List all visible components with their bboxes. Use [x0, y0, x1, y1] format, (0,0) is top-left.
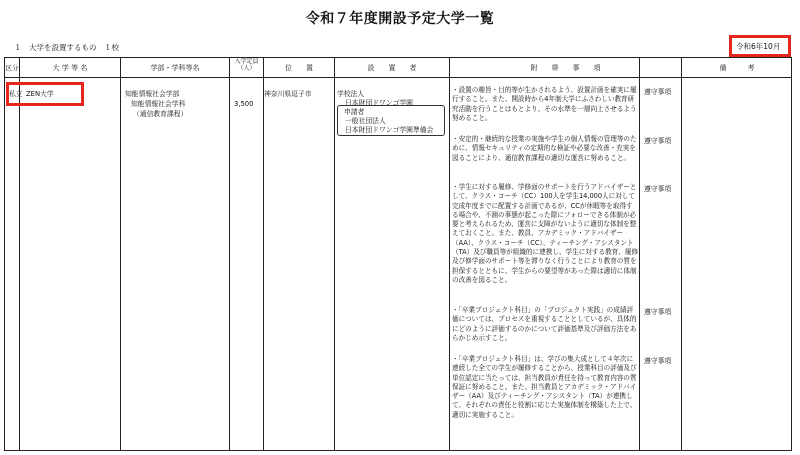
row-faculty: 知能情報社会学部: [125, 90, 180, 98]
col-divider: [334, 58, 335, 450]
col-divider: [681, 58, 682, 450]
condition-item: ・「卒業プロジェクト科目」は、学びの集大成として４年次に連続した全ての学生が履修することから、授業科目の評価及び単位認定に当たっては、担当教員が責任を持って教育内容の質保証に努めること。また、担当教員とアカデミック・アドバイザー（AA）及びティーチング・アシスタント（TA）が連携して、それぞれの責任と役割に応じた実施体制を構築した上で、適切に実施すること。: [452, 355, 637, 419]
row-department: 知能情報社会学科: [131, 100, 186, 108]
col-divider: [449, 58, 450, 450]
condition-status: 遵守事項: [644, 357, 672, 365]
row-location: 神奈川県逗子市: [264, 90, 312, 98]
col-divider: [19, 58, 20, 450]
condition-item: ・設置の趣旨・目的等が生かされるよう、設置計画を確実に履行すること。また、開設時から4年制大学にふさわしい教育研究活動を行うことはもとより、その水準を一層向上させるよう努めること。: [452, 86, 637, 122]
header-location: 位 置: [285, 64, 313, 72]
col-divider: [120, 58, 121, 450]
row-university: ZEN大学: [26, 90, 54, 98]
header-faculty: 学部・学科等名: [150, 64, 200, 72]
condition-status: 遵守事項: [644, 308, 672, 316]
row-applicant-name: 日本財団ドワンゴ学園準備会: [345, 126, 434, 134]
document-date: 令和6年10月: [736, 42, 781, 51]
section-label: １ 大学を設置するもの １校: [14, 43, 119, 52]
col-divider: [263, 58, 264, 450]
condition-item: ・「卒業プロジェクト科目」の「プロジェクト実践」の成績評価については、プロセスを重視することとしているが、具体的にどのように評価するのかについて評価基準及び評価方法をあらかじめ示すこと。: [452, 306, 637, 342]
condition-status: 遵守事項: [644, 88, 672, 96]
row-category: 私立: [9, 90, 23, 98]
header-conditions: 附 帯 事 項: [530, 64, 601, 72]
header-university: 大 学 等 名: [52, 64, 88, 72]
condition-item: ・安定的・継続的な授業の実施や学生の個人情報の管理等のために、情報セキュリティの定期的な検証や必要な改善・充実を図ることにより、通信教育課程の適切な運営に努めること。: [452, 135, 637, 162]
row-establisher-name: 日本財団ドワンゴ学園: [345, 99, 413, 107]
header-remarks: 備 考: [719, 64, 755, 72]
header-category: 区分: [5, 64, 19, 72]
col-divider: [639, 58, 640, 450]
condition-status: 遵守事項: [644, 185, 672, 193]
row-course: （通信教育課程）: [133, 110, 188, 118]
header-capacity: 入学定員（人）: [234, 58, 259, 72]
condition-item: ・学生に対する履修、学修面のサポートを行うアドバイザーとして、クラス・コーチ（CC）100人を学生14,000人に対して完成年度までに配置する計画であるが、CCが休暇等を取得する場合や、不測の事態が起こった際にフォローできる体制が必要と考えられるため、運営に支障がないように適切な体制を整えておくこと。また、教員、アカデミック・アドバイザー（AA）、クラス・コーチ（CC）、ティーチング・アシスタント（TA）及び職員等が組織的に連携し、学生に対する教育、履修及び修学面のサポート等を滞りなく行うことにより教育の質を担保するとともに、学生からの要望等があった際は適切に体制の改善を図ること。: [452, 183, 639, 284]
row-establisher-type: 学校法人: [337, 90, 365, 98]
document-title: 令和７年度開設予定大学一覧: [305, 11, 495, 27]
header-divider: [5, 77, 791, 78]
row-applicant-type: 一般社団法人: [345, 117, 386, 125]
row-capacity: 3,500: [234, 100, 254, 108]
col-divider: [229, 58, 230, 450]
row-applicant-label: 申請者: [344, 108, 365, 116]
condition-status: 遵守事項: [644, 137, 672, 145]
header-establisher: 設 置 者: [367, 64, 417, 72]
